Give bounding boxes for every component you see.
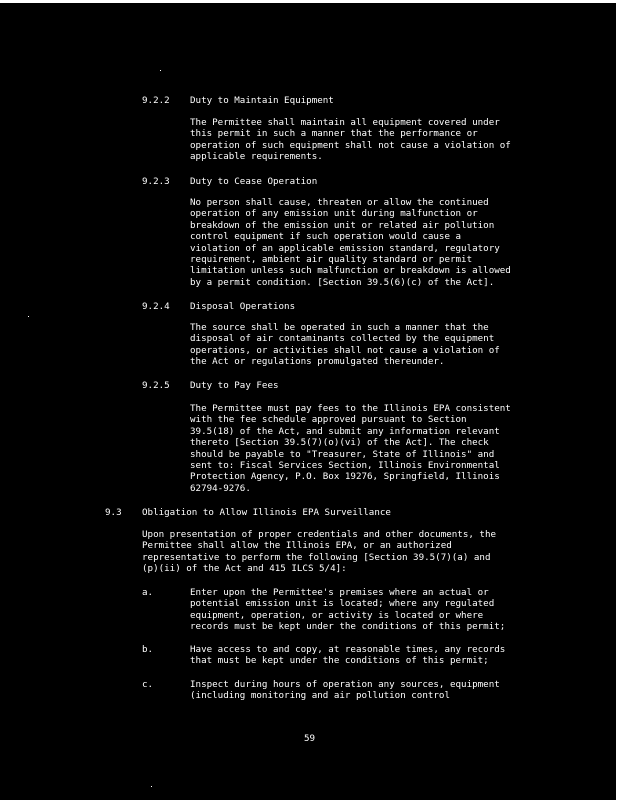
scan-speck [151,786,152,787]
scan-top-edge [0,0,618,3]
section-number: 9.2.5 [142,380,170,391]
list-item-label: c. [142,679,154,690]
section-title: Duty to Cease Operation [190,176,318,187]
section-number: 9.2.3 [142,176,170,187]
section-body: The Permittee shall maintain all equipment covered under this permit in such a manner that the performance or operation of such equipment shall not cause a violation of applicable requirements. [190,117,511,163]
section-number: 9.3 [105,507,122,518]
section-title: Duty to Pay Fees [190,380,279,391]
list-item-label: b. [142,644,154,655]
scan-speck [160,70,161,71]
section-body: Upon presentation of proper credentials and other documents, the Permittee shall allow the Illinois EPA, or an authorized representative to perform the following [Section 39.5(7)(a) and (p)(ii) of the Act and 415 ILCS 5/4]: [142,529,497,575]
section-body: No person shall cause, threaten or allow the continued operation of any emission unit during malfunction or breakdown of the emission unit or related air pollution control equipment if such operation would cause a violation of an applicable emission standard, regulatory requirement, ambient air quality standard or permit limitation unless such malfunction or breakdown is allowed by a permit condition. [Section 39.5(6)(c) of the Act]. [190,197,511,288]
section-title: Duty to Maintain Equipment [190,95,334,106]
section-title: Obligation to Allow Illinois EPA Surveillance [142,507,391,518]
list-item-label: a. [142,587,154,598]
list-item-text: Enter upon the Permittee's premises where an actual or potential emission unit is located; where any regulated equipment, operation, or activity is located or where records must be kept under the conditions of this permit; [190,587,506,633]
scan-speck [28,316,29,317]
list-item-text: Have access to and copy, at reasonable times, any records that must be kept under the conditions of this permit; [190,644,506,667]
list-item-text: Inspect during hours of operation any sources, equipment (including monitoring and air pollution control [190,679,500,702]
section-body: The Permittee must pay fees to the Illinois EPA consistent with the fee schedule approved pursuant to Section 39.5(18) of the Act, and submit any information relevant thereto [Section 39.5(7)(o)(vi) of the Act]. The check should be payable to "Treasurer, State of Illinois" and sent to: Fiscal Services Section, Illinois Environmental Protection Agency, P.O. Box 19276, Springfield, Illinois 62794-9276. [190,403,511,494]
section-number: 9.2.2 [142,95,170,106]
section-body: The source shall be operated in such a manner that the disposal of air contaminants collected by the equipment operations, or activities shall not cause a violation of the Act or regulations promulgated thereunder. [190,322,500,368]
section-number: 9.2.4 [142,301,170,312]
section-title: Disposal Operations [190,301,296,312]
page-number: 59 [304,733,316,744]
